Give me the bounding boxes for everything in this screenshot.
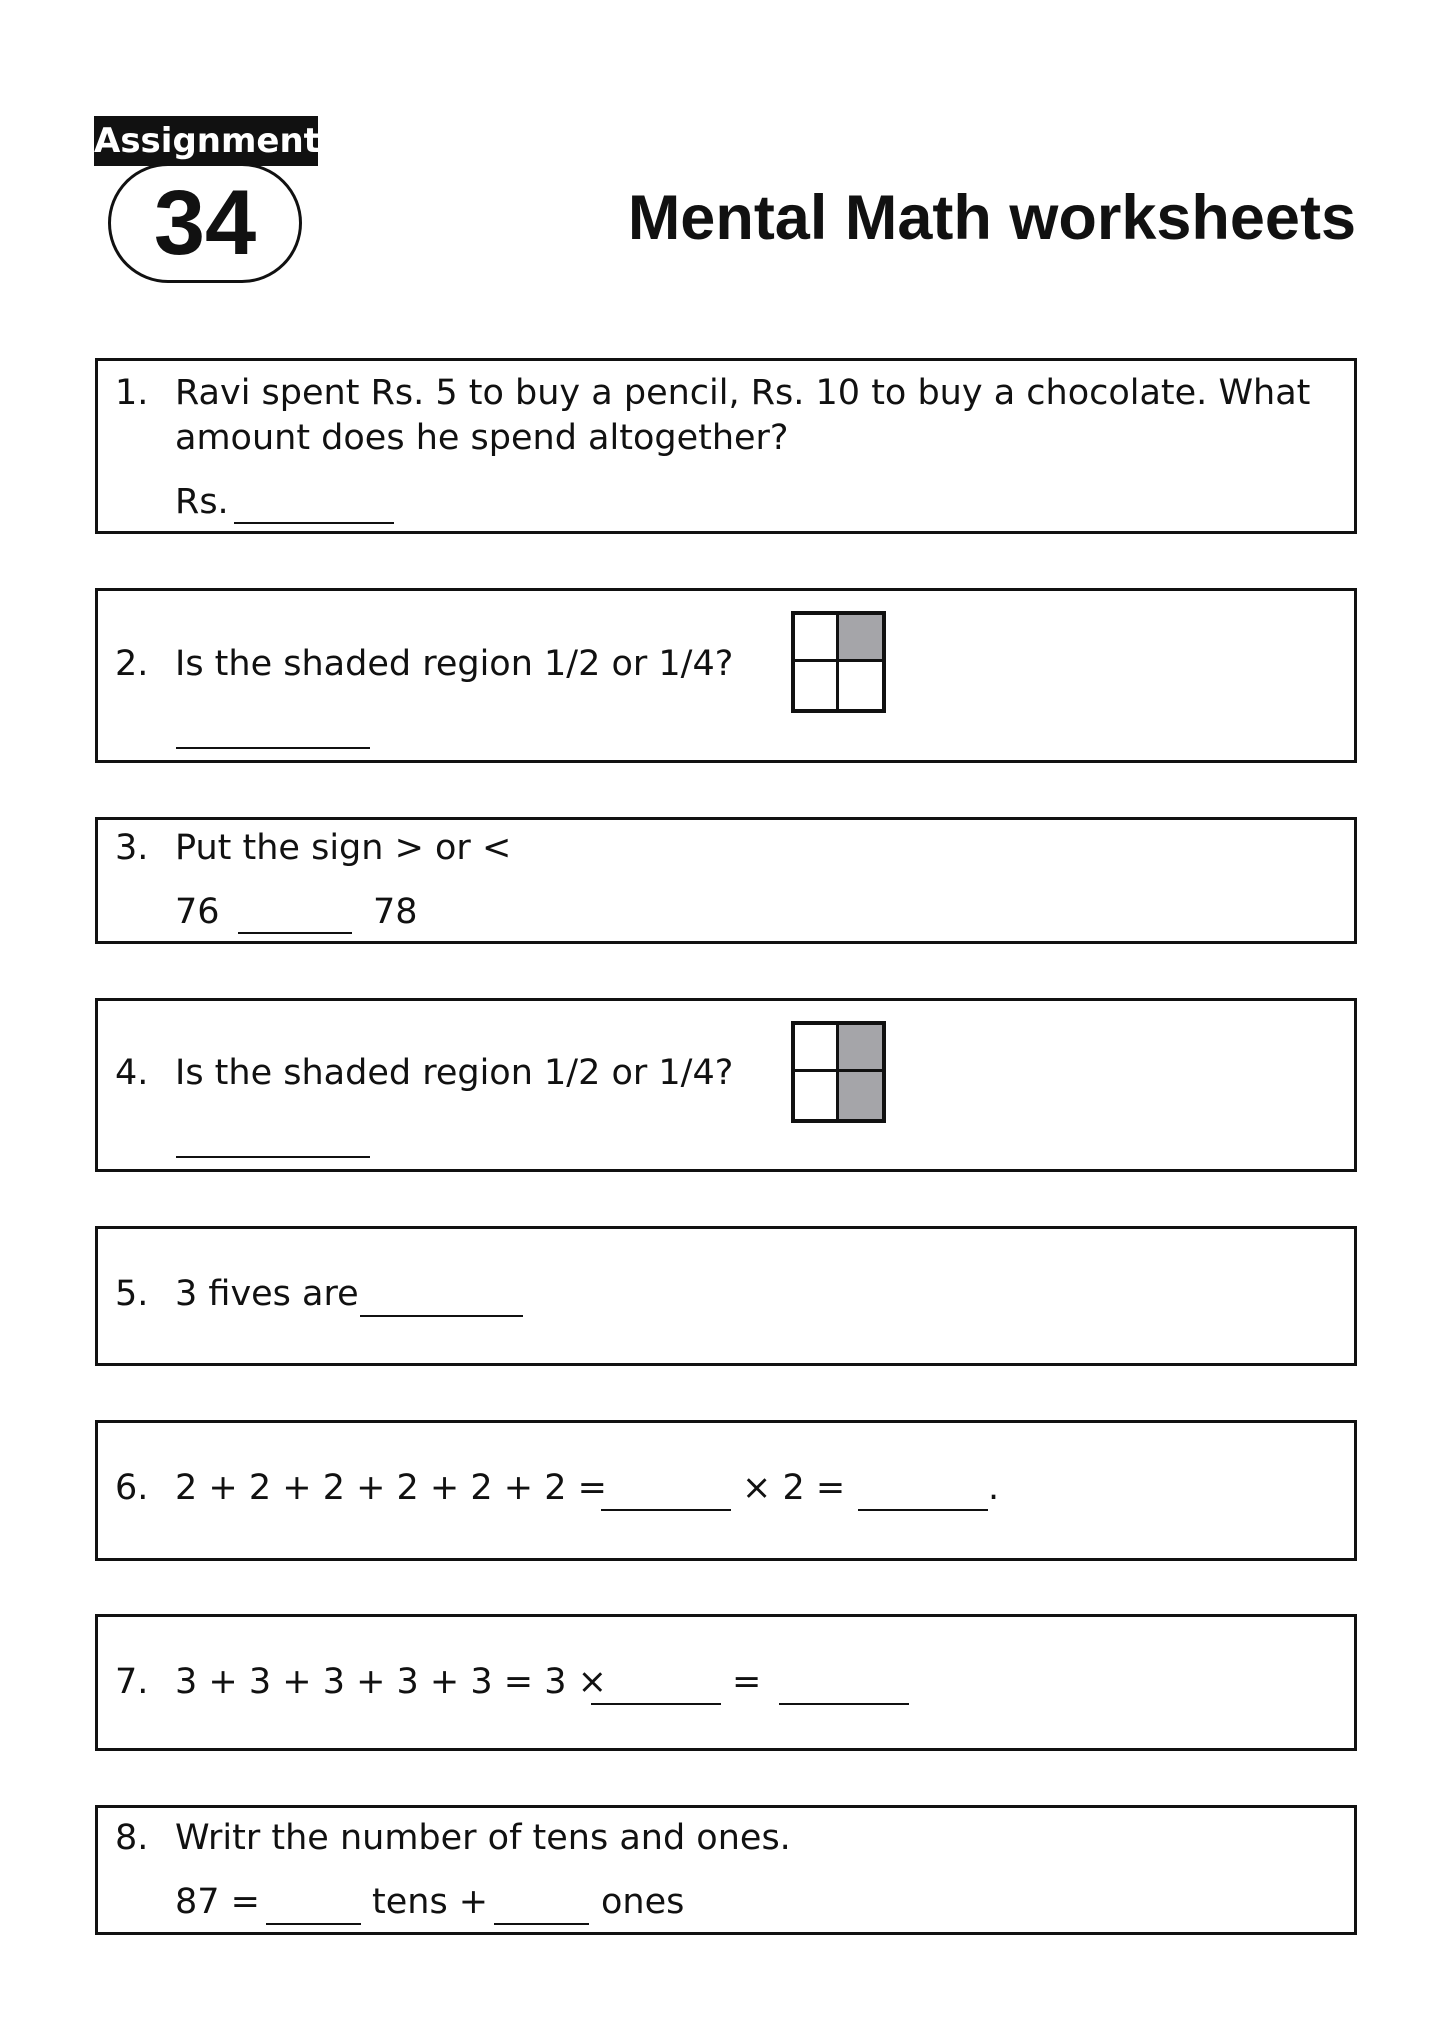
question-4	[95, 998, 1357, 1172]
question-number: 2.	[115, 644, 149, 684]
answer-blank[interactable]	[176, 747, 370, 749]
compare-right-value: 78	[373, 892, 418, 932]
answer-blank[interactable]	[591, 1703, 721, 1705]
assignment-number: 34	[108, 163, 302, 283]
question-number: 8.	[115, 1818, 149, 1858]
question-text: Writr the number of tens and ones.	[175, 1818, 791, 1858]
tens-label: tens +	[372, 1882, 489, 1922]
question-text: Is the shaded region 1/2 or 1/4?	[175, 644, 734, 684]
grid-cell-bottom-left	[795, 1072, 839, 1119]
question-number: 1.	[115, 373, 149, 413]
grid-cell-top-left	[795, 615, 839, 662]
sign-blank[interactable]	[238, 932, 352, 934]
question-1	[95, 358, 1357, 534]
compare-left-value: 76	[175, 892, 220, 932]
equals-sign: =	[732, 1662, 762, 1702]
grid-cell-top-left	[795, 1025, 839, 1072]
addition-expression: 2 + 2 + 2 + 2 + 2 + 2 =	[175, 1468, 607, 1508]
question-number: 4.	[115, 1053, 149, 1093]
question-3	[95, 817, 1357, 944]
answer-blank[interactable]	[360, 1315, 523, 1317]
answer-blank[interactable]	[858, 1509, 988, 1511]
question-number: 7.	[115, 1662, 149, 1702]
question-text: Ravi spent Rs. 5 to buy a pencil, Rs. 10 to buy a chocolate. What	[175, 373, 1311, 413]
answer-blank[interactable]	[234, 522, 394, 524]
question-number: 5.	[115, 1274, 149, 1314]
question-text: Put the sign > or <	[175, 828, 512, 868]
multiplication-text: × 2 =	[742, 1468, 846, 1508]
page-title: Mental Math worksheets	[627, 183, 1356, 253]
fraction-grid	[791, 611, 886, 713]
question-2	[95, 588, 1357, 763]
question-8	[95, 1805, 1357, 1935]
addition-expression: 3 + 3 + 3 + 3 + 3 = 3 ×	[175, 1662, 607, 1702]
number-equation: 87 =	[175, 1882, 260, 1922]
answer-blank[interactable]	[601, 1509, 731, 1511]
grid-cell-top-right-shaded	[839, 615, 883, 662]
answer-blank[interactable]	[176, 1156, 370, 1158]
ones-blank[interactable]	[494, 1923, 589, 1925]
tens-blank[interactable]	[266, 1923, 361, 1925]
ones-label: ones	[601, 1882, 685, 1922]
fraction-grid	[791, 1021, 886, 1123]
grid-cell-top-right-shaded	[839, 1025, 883, 1072]
assignment-label: Assignment	[94, 116, 318, 166]
question-7	[95, 1614, 1357, 1751]
answer-blank[interactable]	[779, 1703, 909, 1705]
question-5	[95, 1226, 1357, 1366]
question-text: amount does he spend altogether?	[175, 418, 789, 458]
sentence-end: .	[988, 1468, 1000, 1508]
grid-cell-bottom-right	[839, 662, 883, 709]
question-number: 3.	[115, 828, 149, 868]
question-number: 6.	[115, 1468, 149, 1508]
grid-cell-bottom-left	[795, 662, 839, 709]
grid-cell-bottom-right-shaded	[839, 1072, 883, 1119]
question-text: 3 fives are	[175, 1274, 359, 1314]
question-text: Is the shaded region 1/2 or 1/4?	[175, 1053, 734, 1093]
answer-prefix: Rs.	[175, 482, 229, 522]
question-6	[95, 1420, 1357, 1561]
